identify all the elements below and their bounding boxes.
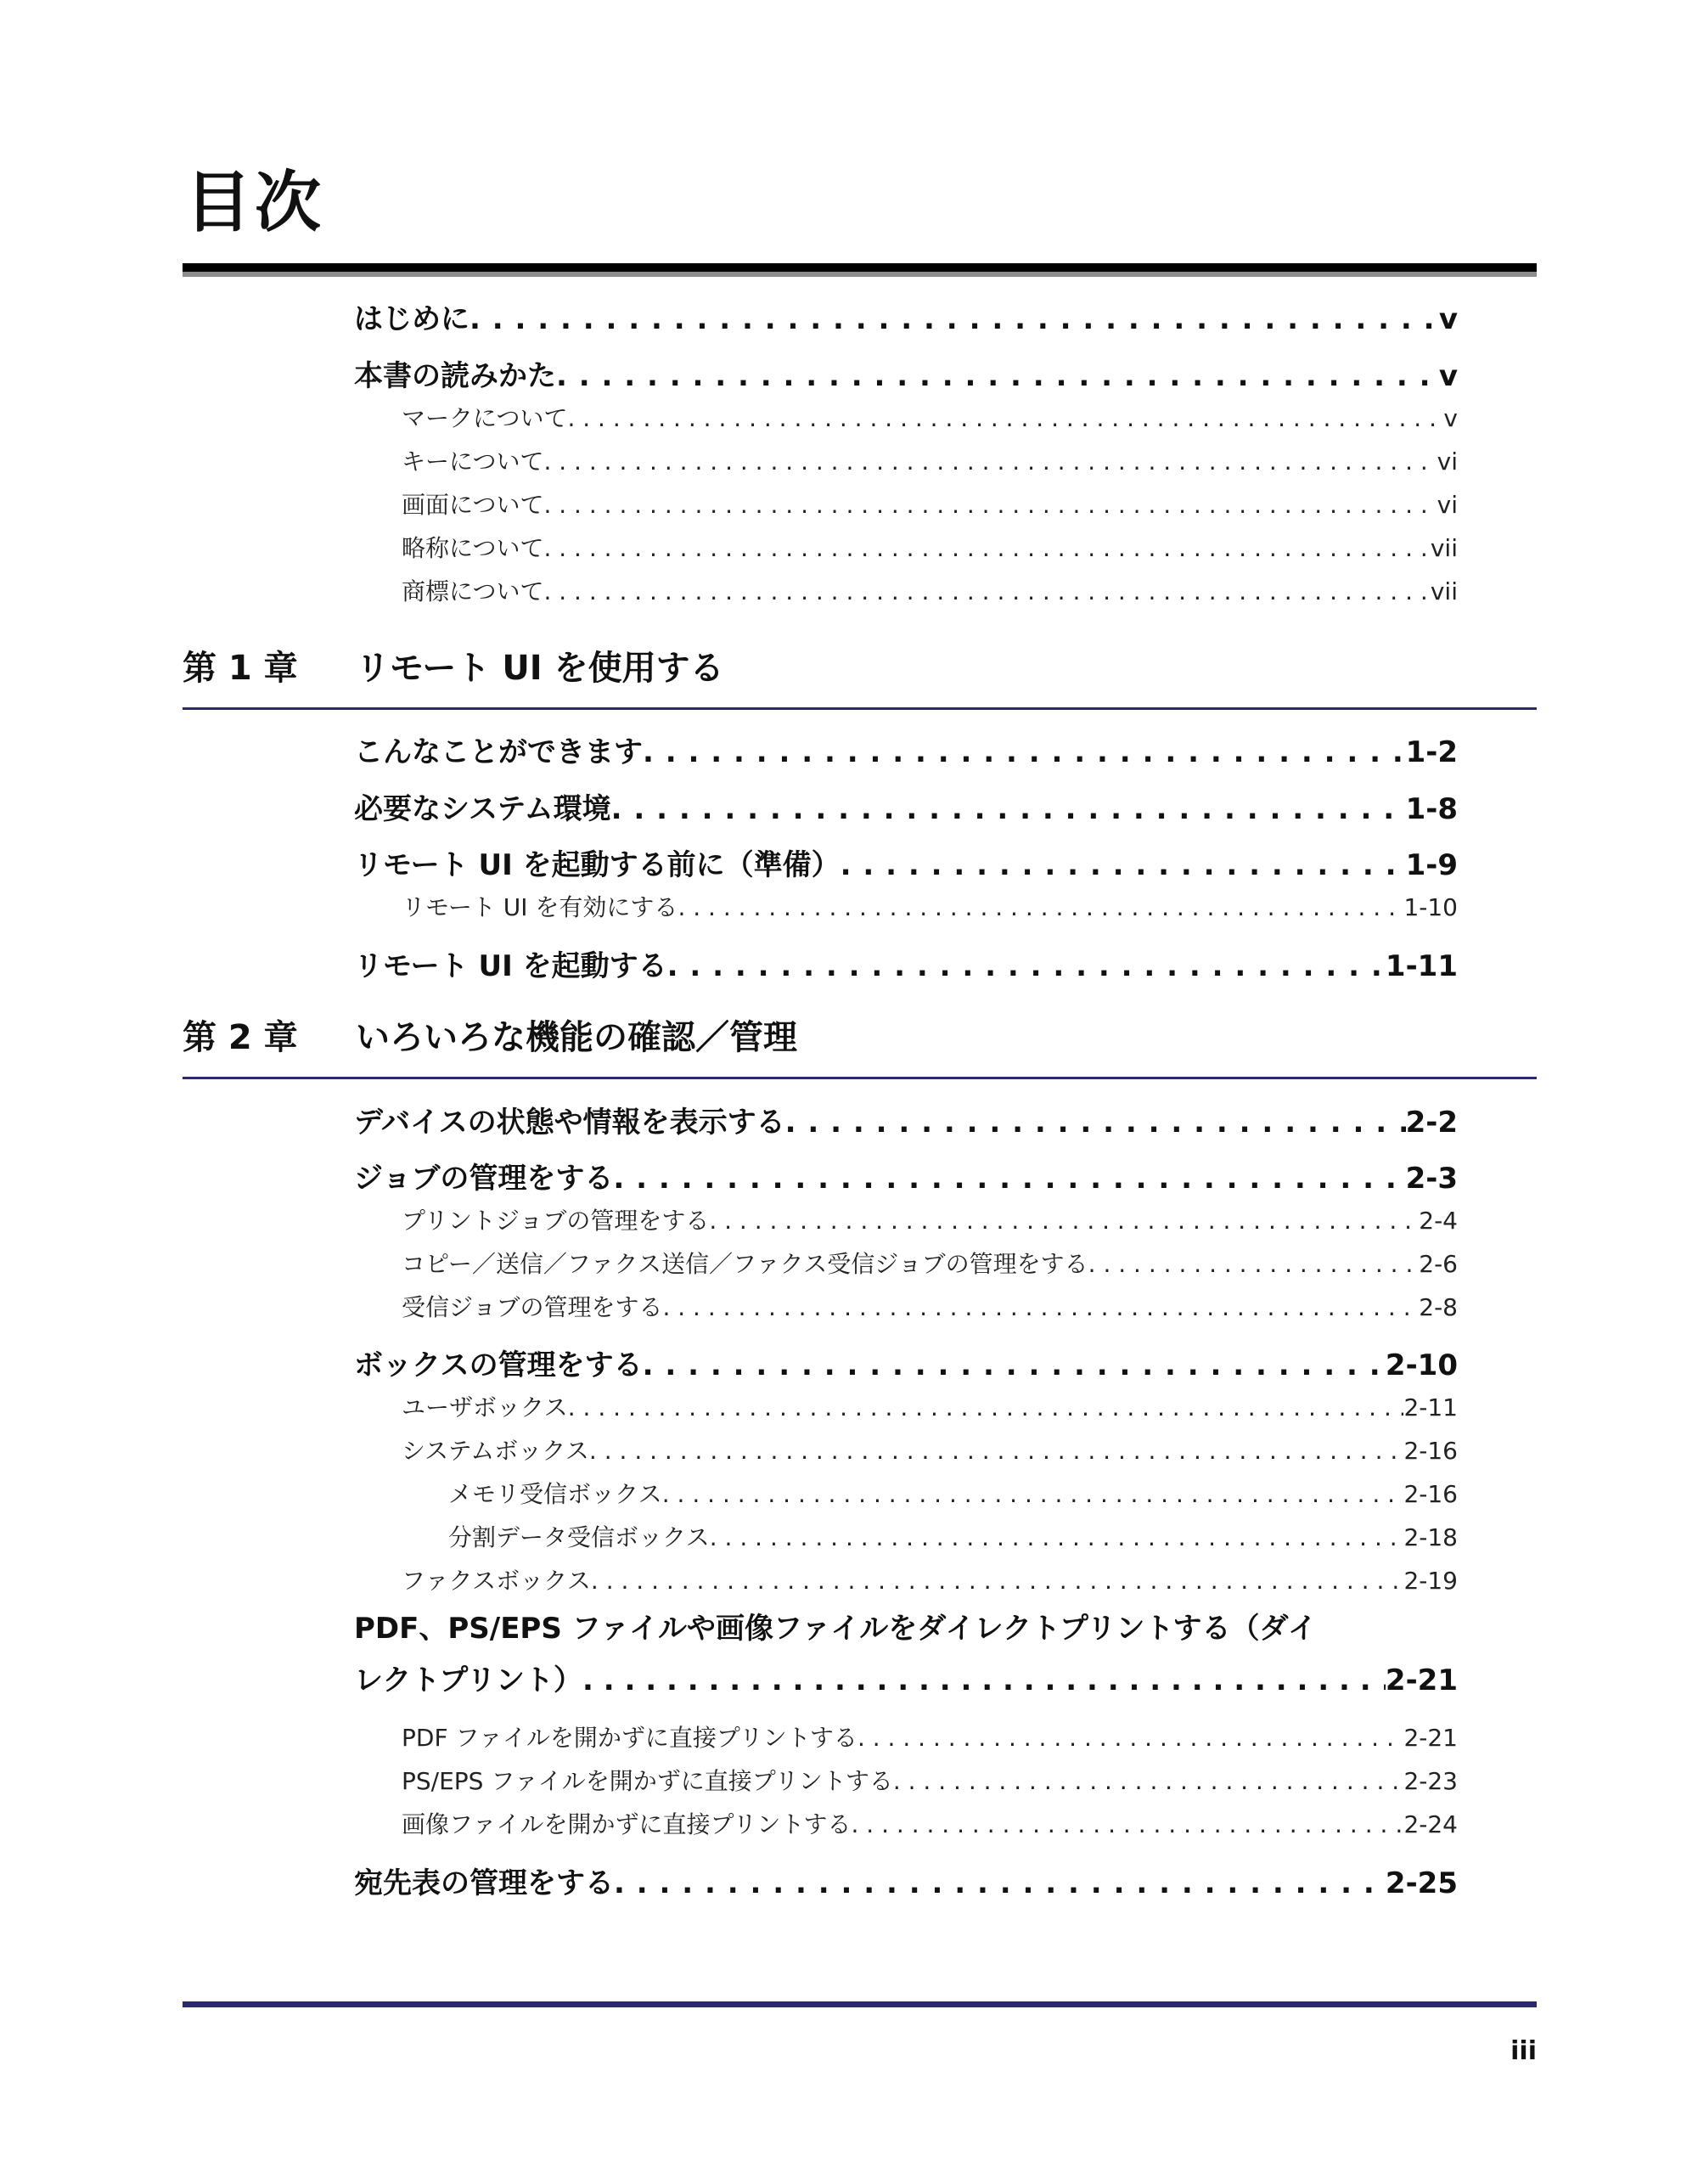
- toc-subsubentry[interactable]: メモリ受信ボックス . . . 2-16: [448, 1476, 1458, 1510]
- toc-entry[interactable]: ジョブの管理をする . . 2-3: [354, 1155, 1458, 1196]
- toc-subentry[interactable]: 画面について . . . vi: [402, 487, 1458, 521]
- toc-subentry[interactable]: 商標について . . . vii: [402, 573, 1458, 607]
- toc-subentry[interactable]: リモート UI を有効にする . . . 1-10: [402, 889, 1458, 923]
- toc-subentry[interactable]: プリントジョブの管理をする . . . 2-4: [402, 1202, 1458, 1236]
- toc-subentry[interactable]: マークについて . . . v: [402, 400, 1458, 434]
- title-rule: [183, 263, 1537, 272]
- toc-subentry[interactable]: コピー／送信／ファクス送信／ファクス受信ジョブの管理をする . . . 2-6: [402, 1246, 1458, 1280]
- toc-entry[interactable]: 宛先表の管理をする . . 2-25: [354, 1860, 1458, 1901]
- toc-subsubentry[interactable]: 分割データ受信ボックス . . . 2-18: [448, 1519, 1458, 1553]
- chapter-label: 第 1 章: [183, 649, 298, 688]
- toc-entry[interactable]: こんなことができます . . 1-2: [354, 729, 1458, 770]
- chapter-title: いろいろな機能の確認／管理: [356, 1018, 797, 1057]
- chapter-label: 第 2 章: [183, 1018, 298, 1057]
- footer-rule: [183, 2001, 1537, 2007]
- page-number: iii: [1510, 2036, 1537, 2066]
- toc-entry[interactable]: 必要なシステム環境 . . 1-8: [354, 785, 1458, 827]
- toc-entry[interactable]: デバイスの状態や情報を表示する . . 2-2: [354, 1099, 1458, 1140]
- toc-subentry[interactable]: PDF ファイルを開かずに直接プリントする . . . 2-21: [402, 1720, 1458, 1753]
- toc-entry-how-to-read[interactable]: 本書の読みかた . . v: [354, 352, 1458, 394]
- toc-subentry[interactable]: 略称について . . . vii: [402, 530, 1458, 564]
- title-rule-shadow: [183, 272, 1537, 277]
- toc-entry-direct-print[interactable]: [354, 1612, 1458, 1698]
- chapter-rule: [183, 707, 1537, 710]
- toc-entry-intro[interactable]: はじめに . . v: [354, 296, 1458, 337]
- toc-entry-page: 2-21: [1385, 1663, 1458, 1697]
- page-title: 目次: [185, 165, 325, 241]
- toc-entry-title-line2: レクトプリント）: [354, 1663, 582, 1697]
- toc-subentry[interactable]: システムボックス . . . 2-16: [402, 1433, 1458, 1466]
- toc-entry-title-line1: PDF、PS/EPS ファイルや画像ファイルをダイレクトプリントする（ダイ: [354, 1612, 1317, 1646]
- chapter-title: リモート UI を使用する: [356, 649, 724, 688]
- toc-entry[interactable]: ボックスの管理をする . . 2-10: [354, 1342, 1458, 1383]
- toc-entry[interactable]: リモート UI を起動する . . 1-11: [354, 943, 1458, 984]
- chapter-rule: [183, 1077, 1537, 1079]
- toc-subentry[interactable]: ユーザボックス . . . 2-11: [402, 1389, 1458, 1423]
- toc-subentry[interactable]: 受信ジョブの管理をする . . . 2-8: [402, 1289, 1458, 1323]
- toc-subentry[interactable]: 画像ファイルを開かずに直接プリントする . . . 2-24: [402, 1806, 1458, 1840]
- toc-subentry[interactable]: ファクスボックス . . . 2-19: [402, 1562, 1458, 1596]
- toc-subentry[interactable]: キーについて . . . vi: [402, 443, 1458, 477]
- toc-subentry[interactable]: PS/EPS ファイルを開かずに直接プリントする . . . 2-23: [402, 1763, 1458, 1797]
- toc-entry[interactable]: リモート UI を起動する前に（準備） . . 1-9: [354, 842, 1458, 883]
